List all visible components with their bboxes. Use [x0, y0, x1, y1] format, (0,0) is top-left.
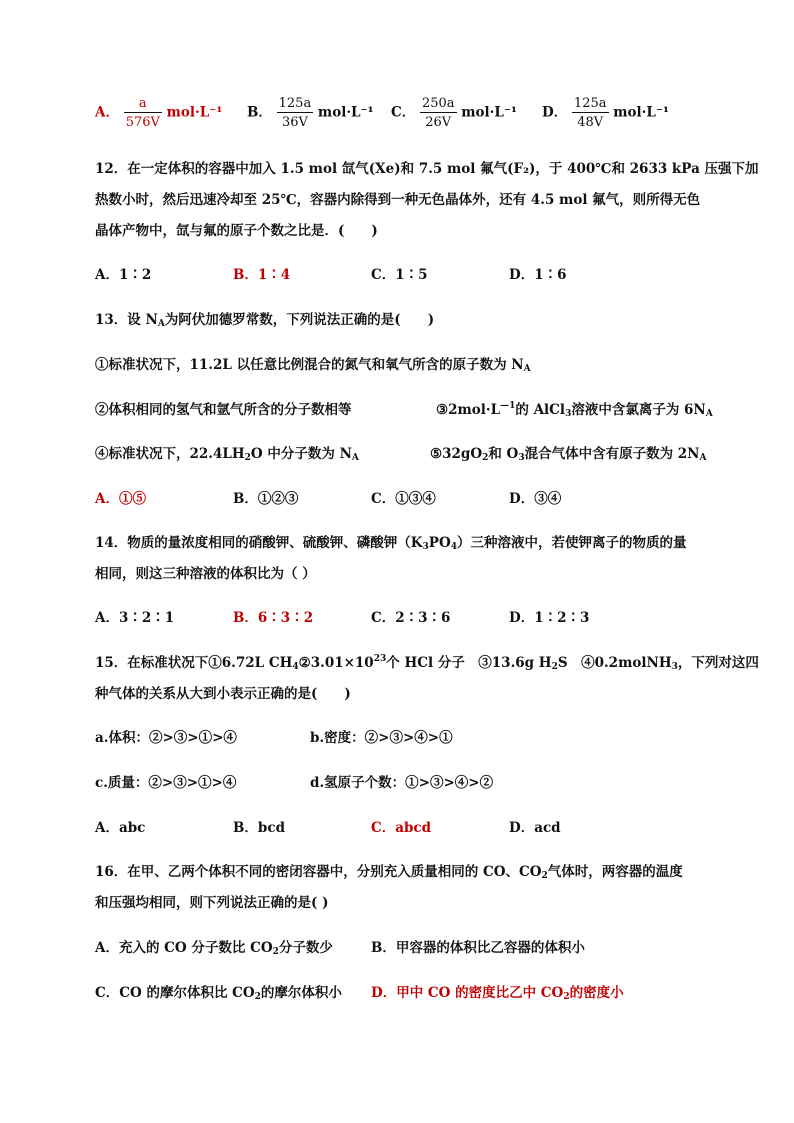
stem-text: PO: [428, 535, 451, 551]
q13-option-d: D．③④: [509, 491, 562, 507]
subscript: 2: [563, 992, 570, 1002]
stem-text: S ④0.2molNH: [557, 655, 672, 671]
option-text: D．甲中 CO 的密度比乙中 CO: [371, 985, 564, 1001]
q12-option-d: D．1∶6: [509, 267, 567, 283]
q16-stem-line-1: [95, 860, 683, 881]
option-text: C．CO 的摩尔体积比 CO: [95, 985, 255, 1001]
subscript: 2: [541, 871, 548, 881]
statement-text: ①标准状况下，11.2L 以任意比例混合的氮气和氧气所含的原子数为 N: [95, 357, 524, 373]
option-text: 的密度小: [569, 985, 624, 1001]
q15-option-b: B．bcd: [233, 820, 286, 836]
q16-option-c: [95, 981, 342, 1002]
stem-text: 气体时，两容器的温度: [547, 864, 683, 880]
option-label: D．: [542, 104, 568, 121]
fraction: [277, 97, 314, 129]
statement-text: 混合气体中含有原子数为 2N: [524, 446, 700, 462]
stem-text: 为阿伏加德罗常数，下列说法正确的是( ): [164, 312, 435, 328]
q15-stem-line-1: [95, 651, 759, 672]
fraction: [420, 97, 457, 129]
q13-statement-2: ②体积相同的氢气和氩气所含的分子数相等: [95, 402, 352, 418]
subscript: A: [157, 319, 165, 329]
q13-option-a: A．①⑤: [95, 491, 146, 507]
numerator: a: [124, 97, 162, 113]
stem-text: 16．在甲、乙两个体积不同的密闭容器中，分别充入质量相同的 CO、CO: [95, 864, 542, 880]
option-label: B．: [247, 104, 272, 121]
q13-option-c: C．①③④: [371, 491, 436, 507]
q16-stem-line-2: 和压强均相同，则下列说法正确的是( ): [95, 895, 329, 911]
stem-text: ）三种溶液中，若使钾离子的物质的量: [456, 535, 687, 551]
statement-text: ③2mol·L: [436, 402, 501, 418]
q16-option-a: [95, 936, 333, 957]
subscript: 2: [551, 662, 558, 672]
q16-option-b: B．甲容器的体积比乙容器的体积小: [371, 940, 585, 956]
superscript: —1: [500, 401, 516, 411]
q14-stem-line-1: [95, 531, 686, 552]
unit: mol·L⁻¹: [461, 104, 517, 121]
denominator: 48V: [577, 115, 604, 130]
stem-text: 15．在标准状况下①6.72L CH: [95, 655, 293, 671]
denominator: 26V: [425, 115, 452, 130]
statement-text: 和 O: [488, 446, 519, 462]
statement-text: ④标准状况下，22.4LH: [95, 446, 245, 462]
q14-option-c: C．2∶3∶6: [371, 610, 451, 626]
numerator: 125a: [278, 96, 312, 111]
subscript: 2: [254, 992, 261, 1002]
q11-option-c: [391, 97, 517, 129]
stem-text: 13．设 N: [95, 312, 158, 328]
subscript: 2: [482, 453, 489, 463]
q12-stem-line-2: 热数小时，然后迅速冷却至 25℃，容器内除得到一种无色晶体外，还有 4.5 mol 氟气，则所得无色: [95, 192, 701, 208]
q11-option-a: [95, 97, 222, 129]
option-text: 的摩尔体积小: [260, 985, 342, 1001]
statement-text: 溶液中含氯离子为 6N: [571, 402, 706, 418]
denominator: 36V: [281, 115, 308, 130]
numerator: 125a: [573, 96, 607, 111]
unit: mol·L⁻¹: [317, 104, 374, 121]
subscript: 3: [565, 409, 572, 419]
q14-stem-line-2: 相同，则这三种溶液的体积比为（ ）: [95, 566, 316, 582]
fraction: [572, 97, 609, 129]
q13-option-b: B．①②③: [233, 491, 299, 507]
subscript: A: [705, 409, 713, 419]
q14-option-b: B．6∶3∶2: [233, 610, 314, 626]
q11-option-b: [247, 97, 374, 129]
statement-text: ⑤32gO: [430, 446, 483, 462]
unit: mol·L⁻¹: [166, 104, 223, 121]
option-label: A．: [95, 104, 119, 121]
subscript: 3: [518, 453, 525, 463]
option-text: 分子数少: [278, 940, 333, 956]
q14-option-d: D．1∶2∶3: [509, 610, 590, 626]
subscript: 3: [422, 542, 429, 552]
q15-item-d: d.氢原子个数：①>③>④>②: [310, 775, 494, 791]
q13-statement-4: [95, 442, 359, 463]
denominator: 576V: [125, 115, 160, 130]
statement-text: 的 AlCl: [515, 402, 566, 418]
subscript: A: [523, 364, 531, 374]
subscript: 2: [272, 947, 279, 957]
stem-text: ，下列对这四: [677, 655, 759, 671]
subscript: 2: [244, 453, 251, 463]
q15-item-b: b.密度：②>③>④>①: [310, 730, 453, 746]
fraction: [124, 97, 162, 129]
subscript: A: [351, 453, 359, 463]
q16-option-d: [371, 981, 624, 1002]
q12-option-a: A．1∶2: [95, 267, 152, 283]
q15-option-c: C．abcd: [371, 820, 432, 836]
q15-option-d: D．acd: [509, 820, 561, 836]
subscript: A: [699, 453, 707, 463]
subscript: 4: [292, 662, 299, 672]
subscript: 4: [450, 542, 457, 552]
subscript: 3: [671, 662, 678, 672]
superscript: 23: [373, 654, 387, 664]
numerator: 250a: [421, 96, 455, 111]
q15-option-a: A．abc: [95, 820, 146, 836]
q13-stem: [95, 308, 434, 329]
q15-item-a: a.体积：②>③>①>④: [95, 730, 237, 746]
q13-statement-5: [430, 442, 707, 463]
q12-option-c: C．1∶5: [371, 267, 428, 283]
stem-text: ②3.01×10: [298, 655, 374, 671]
q12-stem-line-3: 晶体产物中，氙与氟的原子个数之比是．( ): [95, 223, 378, 239]
q12-stem-line-1: 12．在一定体积的容器中加入 1.5 mol 氙气(Xe)和 7.5 mol 氟气(F₂)，于 400℃和 2633 kPa 压强下加: [95, 161, 759, 177]
q15-stem-line-2: 种气体的关系从大到小表示正确的是( ): [95, 686, 351, 702]
unit: mol·L⁻¹: [613, 104, 669, 121]
q12-option-b: B．1∶4: [233, 267, 291, 283]
q13-statement-1: [95, 353, 531, 374]
statement-text: O 中分子数为 N: [250, 446, 352, 462]
option-label: C．: [391, 104, 416, 121]
stem-text: 个 HCl 分子 ③13.6g H: [386, 655, 552, 671]
option-text: A．充入的 CO 分子数比 CO: [95, 940, 273, 956]
q15-item-c: c.质量：②>③>①>④: [95, 775, 237, 791]
q14-option-a: A．3∶2∶1: [95, 610, 175, 626]
stem-text: 14．物质的量浓度相同的硝酸钾、硫酸钾、磷酸钾（K: [95, 535, 423, 551]
q13-statement-3: [436, 398, 713, 419]
q11-option-d: [542, 97, 669, 129]
